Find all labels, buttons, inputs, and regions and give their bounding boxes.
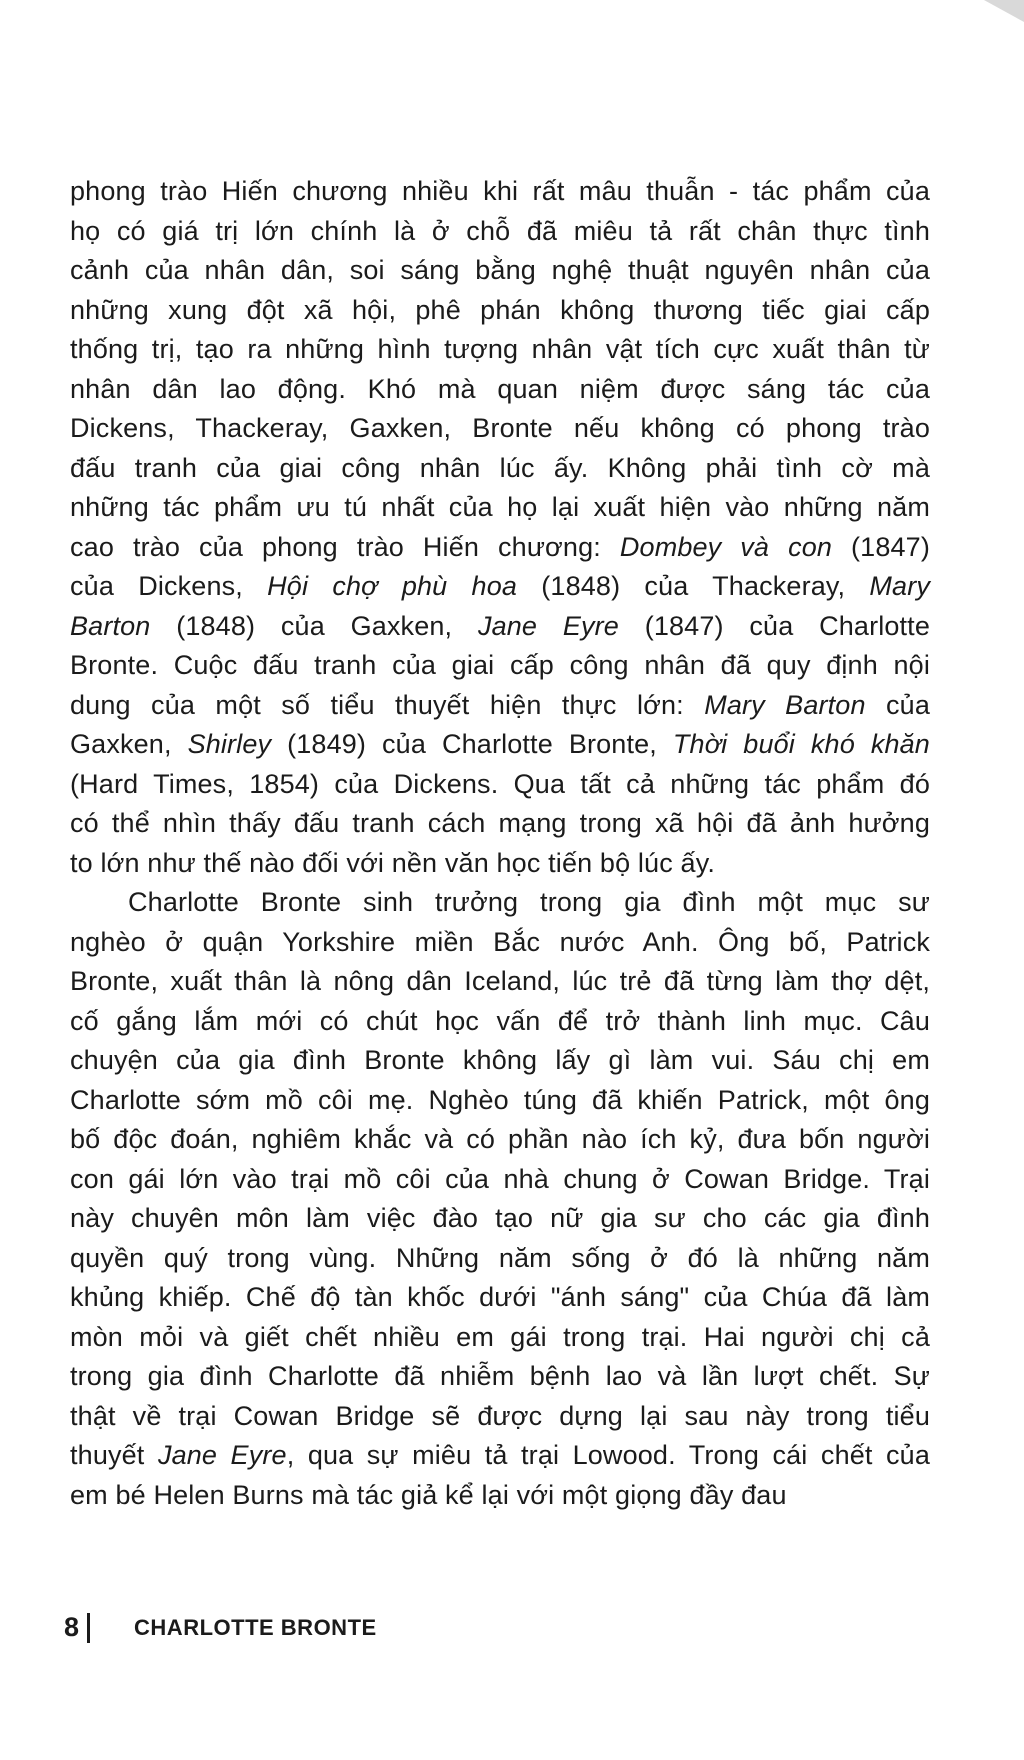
italic-title-text: Jane Eyre xyxy=(477,610,619,641)
text-line xyxy=(70,844,930,884)
text-line xyxy=(70,1239,930,1279)
text-line xyxy=(70,409,930,449)
page-number: 8 xyxy=(64,1612,80,1642)
text-line xyxy=(70,804,930,844)
text-line xyxy=(70,1160,930,1200)
text-line xyxy=(70,567,930,607)
text-line xyxy=(70,607,930,647)
text-segment: (1847) xyxy=(832,531,930,562)
text-line xyxy=(70,883,930,923)
text-segment: Charlotte Bronte sinh trưởng trong gia đình một mục sư xyxy=(128,887,930,917)
text-line xyxy=(70,1318,930,1358)
text-line xyxy=(70,686,930,726)
text-segment: này chuyên môn làm việc đào tạo nữ gia sư cho các gia đình xyxy=(70,1203,930,1233)
text-segment: (1847) của Charlotte xyxy=(618,610,930,641)
text-segment: Gaxken, xyxy=(70,729,188,759)
page-corner-fold xyxy=(984,0,1024,22)
text-line xyxy=(70,528,930,568)
text-line xyxy=(70,1278,930,1318)
text-segment: cao trào của phong trào Hiến chương: xyxy=(70,531,620,562)
text-segment: trong gia đình Charlotte đã nhiễm bệnh lao và lần lượt chết. Sự xyxy=(70,1361,930,1391)
text-line xyxy=(70,330,930,370)
text-segment: những tác phẩm ưu tú nhất của họ lại xuất hiện vào những năm xyxy=(70,492,930,522)
text-segment: em bé Helen Burns mà tác giả kể lại với một giọng đầy đau xyxy=(70,1479,787,1510)
text-segment: (1849) của Charlotte Bronte, xyxy=(271,729,673,759)
text-line xyxy=(70,646,930,686)
text-segment: (1848) của Gaxken, xyxy=(150,610,478,641)
text-segment: Dickens, Thackeray, Gaxken, Bronte nếu không có phong trào xyxy=(70,413,930,443)
paragraph xyxy=(70,883,930,1515)
text-segment: họ có giá trị lớn chính là ở chỗ đã miêu tả rất chân thực tình xyxy=(70,215,930,246)
text-line xyxy=(70,1120,930,1160)
text-segment: Bronte, xuất thân là nông dân Iceland, lúc trẻ đã từng làm thợ dệt, xyxy=(70,966,930,996)
text-segment: nhân dân lao động. Khó mà quan niệm được sáng tác của xyxy=(70,373,930,404)
text-segment: dung của một số tiểu thuyết hiện thực lớn: xyxy=(70,689,705,720)
text-segment: thuyết xyxy=(70,1440,158,1470)
text-segment: của xyxy=(865,689,931,720)
text-segment: những xung đột xã hội, phê phán không thương tiếc giai cấp xyxy=(70,294,930,325)
text-segment: cố gắng lắm mới có chút học vấn để trở thành linh mục. Câu xyxy=(70,1005,930,1036)
text-line xyxy=(70,1397,930,1437)
text-segment: Charlotte sớm mồ côi mẹ. Nghèo túng đã khiến Patrick, một ông xyxy=(70,1084,930,1115)
text-line xyxy=(70,1199,930,1239)
footer-divider xyxy=(87,1613,90,1643)
italic-title-text: Barton xyxy=(70,610,151,641)
paragraph xyxy=(70,172,930,883)
text-segment: con gái lớn vào trại mồ côi của nhà chung ở Cowan Bridge. Trại xyxy=(70,1163,930,1194)
text-segment: , qua sự miêu tả trại Lowood. Trong cái chết của xyxy=(286,1440,931,1470)
italic-title-text: Mary Barton xyxy=(704,689,866,720)
text-line xyxy=(70,1081,930,1121)
running-title: CHARLOTTE BRONTE xyxy=(134,1614,377,1640)
text-segment: phong trào Hiến chương nhiều khi rất mâu thuẫn - tác phẩm của xyxy=(70,176,930,206)
text-segment: cảnh của nhân dân, soi sáng bằng nghệ thuật nguyên nhân của xyxy=(70,255,930,285)
text-segment: quyền quý trong vùng. Những năm sống ở đó là những năm xyxy=(70,1242,930,1273)
body-text xyxy=(70,172,930,1515)
text-segment: chuyện của gia đình Bronte không lấy gì làm vui. Sáu chị em xyxy=(70,1045,930,1075)
text-line xyxy=(70,765,930,805)
text-segment: bố độc đoán, nghiêm khắc và có phần nào ích kỷ, đưa bốn người xyxy=(70,1124,930,1154)
text-segment: thống trị, tạo ra những hình tượng nhân vật tích cực xuất thân từ xyxy=(70,334,930,364)
italic-title-text: Jane Eyre xyxy=(157,1440,287,1470)
text-line xyxy=(70,923,930,963)
text-line xyxy=(70,370,930,410)
text-segment: mòn mỏi và giết chết nhiều em gái trong trại. Hai người chị cả xyxy=(70,1321,930,1352)
text-segment: (Hard Times, 1854) của Dickens. Qua tất cả những tác phẩm đó xyxy=(70,768,930,799)
text-segment: to lớn như thế nào đối với nền văn học tiến bộ lúc ấy. xyxy=(70,847,715,878)
italic-title-text: Hội chợ phù hoa xyxy=(267,571,518,601)
text-segment: có thể nhìn thấy đấu tranh cách mạng trong xã hội đã ảnh hưởng xyxy=(70,808,930,838)
text-line xyxy=(70,725,930,765)
text-line xyxy=(70,172,930,212)
page-footer xyxy=(64,1612,377,1643)
text-line xyxy=(70,1436,930,1476)
text-line xyxy=(70,1002,930,1042)
text-segment: khủng khiếp. Chế độ tàn khốc dưới "ánh sáng" của Chúa đã làm xyxy=(70,1282,930,1312)
text-line xyxy=(70,1041,930,1081)
text-line xyxy=(70,291,930,331)
italic-title-text: Shirley xyxy=(187,729,272,759)
text-segment: Bronte. Cuộc đấu tranh của giai cấp công nhân đã quy định nội xyxy=(70,650,930,680)
text-line xyxy=(70,488,930,528)
italic-title-text: Mary xyxy=(869,571,930,601)
text-segment: nghèo ở quận Yorkshire miền Bắc nước Anh. Ông bố, Patrick xyxy=(70,926,930,957)
text-segment: của Dickens, xyxy=(70,571,268,601)
italic-title-text: Dombey và con xyxy=(619,531,833,562)
text-line xyxy=(70,212,930,252)
text-line xyxy=(70,1357,930,1397)
text-segment: thật về trại Cowan Bridge sẽ được dựng lại sau này trong tiểu xyxy=(70,1400,930,1431)
text-line xyxy=(70,1476,930,1516)
text-line xyxy=(70,449,930,489)
text-segment: (1848) của Thackeray, xyxy=(517,571,870,601)
text-segment: đấu tranh của giai công nhân lúc ấy. Không phải tình cờ mà xyxy=(70,452,930,483)
text-line xyxy=(70,251,930,291)
text-line xyxy=(70,962,930,1002)
italic-title-text: Thời buổi khó khăn xyxy=(672,729,930,759)
